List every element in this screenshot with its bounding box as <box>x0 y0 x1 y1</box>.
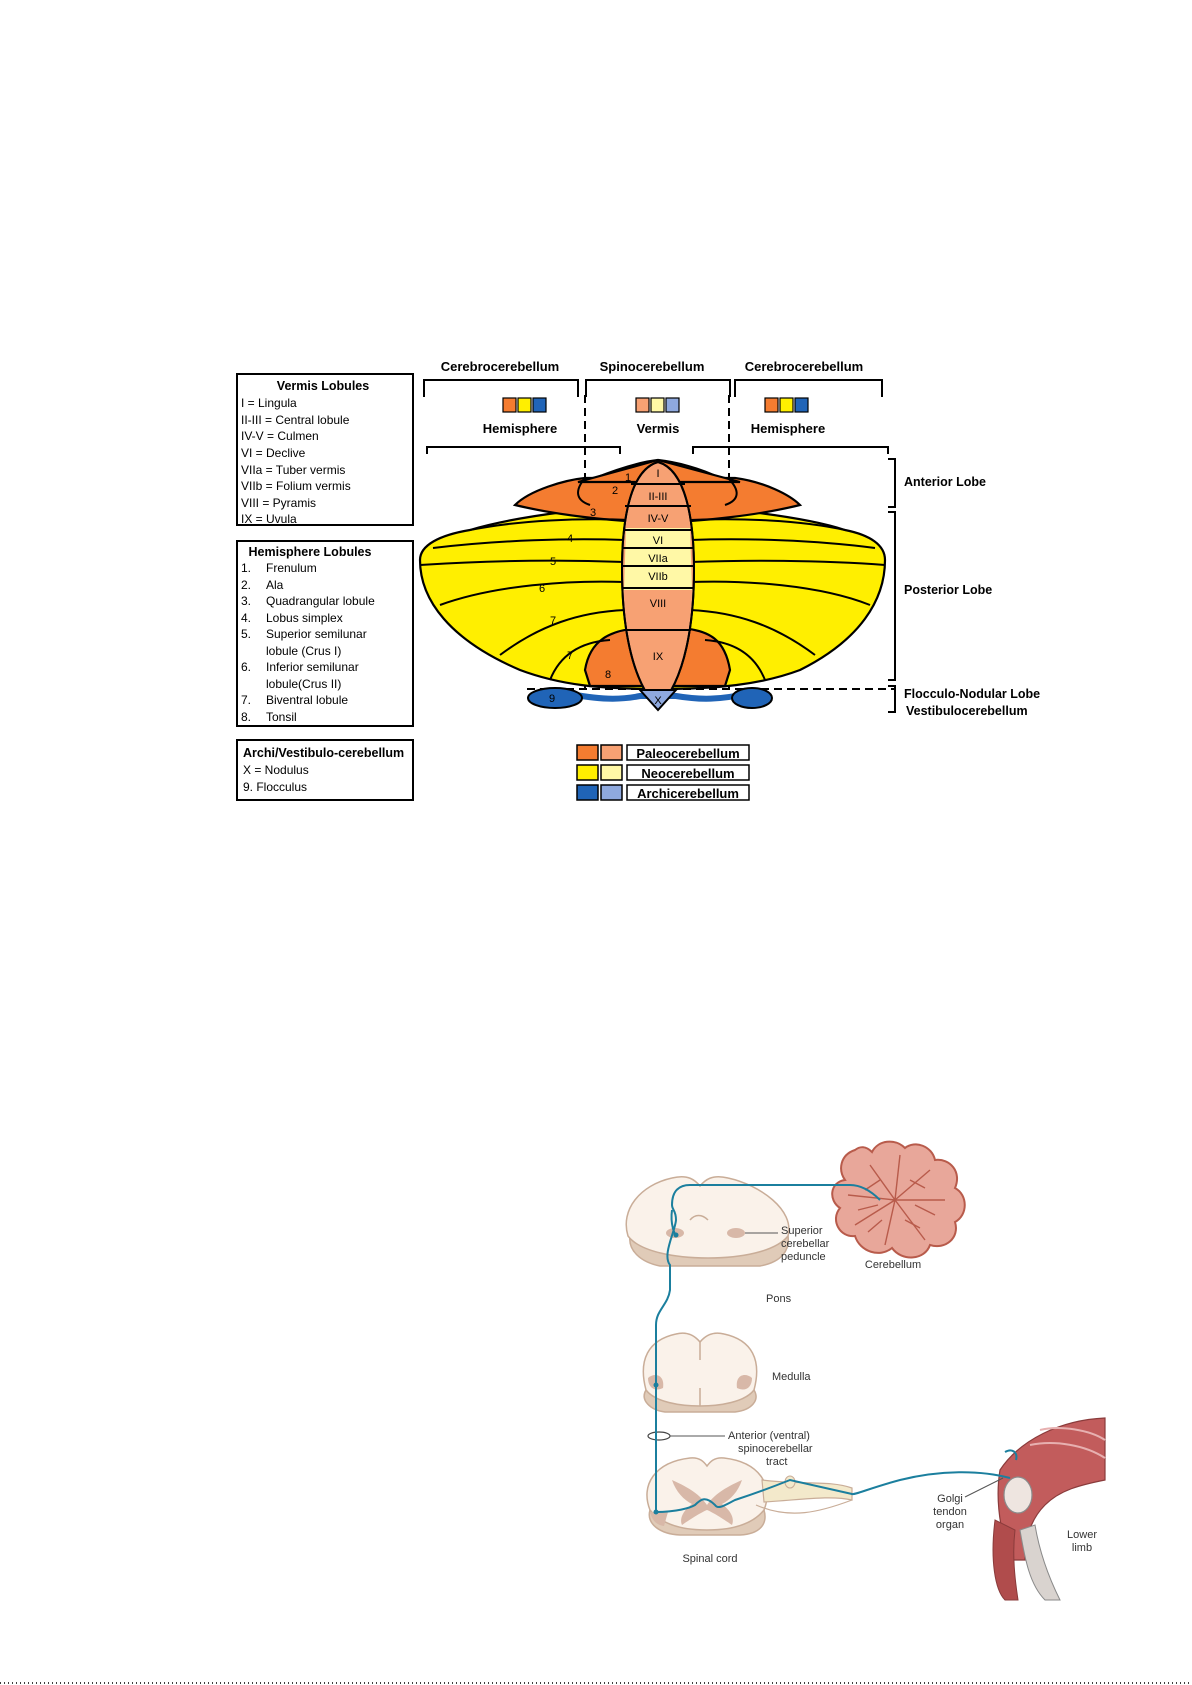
hemisphere-item-num: 5. <box>241 627 252 641</box>
hemisphere-item-text: Ala <box>266 578 284 592</box>
spinal-cord-shape <box>647 1458 852 1535</box>
label-tract-2: spinocerebellar <box>738 1443 813 1455</box>
cerebellum-lobule-diagram <box>237 359 1040 801</box>
vermis-box-item: II-III = Central lobule <box>241 413 350 427</box>
hemisphere-item-text: Lobus simplex <box>266 611 343 625</box>
hemisphere-item-text: Biventral lobule <box>266 693 349 707</box>
label-medulla: Medulla <box>772 1371 811 1383</box>
hemisphere-number-7a: 7 <box>549 615 557 627</box>
vermis-lobules-box <box>237 374 413 526</box>
hemisphere-item-text: Tonsil <box>266 710 297 724</box>
hemisphere-number-1: 1 <box>624 472 632 484</box>
archi-box-item: X = Nodulus <box>243 763 309 777</box>
label-pons: Pons <box>766 1293 792 1305</box>
vermis-box-item: VIIa = Tuber vermis <box>241 463 346 477</box>
vermis-box-title: Vermis Lobules <box>276 379 370 393</box>
flocculonodular-lobe <box>528 688 772 710</box>
division-label-spinocerebellum: Spinocerebellum <box>599 359 705 374</box>
label-golgi-2: tendon <box>933 1506 967 1518</box>
vermis-box-item: VI = Declive <box>241 446 306 460</box>
hemisphere-item-text: lobule(Crus II) <box>266 677 342 691</box>
legend-neocerebellum: Neocerebellum <box>641 766 735 781</box>
region-label-vermis: Vermis <box>636 421 680 436</box>
hemisphere-number-6: 6 <box>538 583 546 595</box>
hemisphere-number-9: 9 <box>548 693 556 705</box>
lobe-label-posterior: Posterior Lobe <box>904 583 993 597</box>
flocculus-right <box>732 688 772 708</box>
hemisphere-item-num: 8. <box>241 710 252 724</box>
lobe-brackets <box>888 459 895 712</box>
vermis-box-item: IV-V = Culmen <box>241 429 319 443</box>
label-lower-limb-1: Lower <box>1067 1529 1097 1541</box>
label-superior-peduncle-1: Superior <box>781 1225 823 1237</box>
vermis-label-3: IV-V <box>647 513 669 525</box>
hemisphere-item-num: 2. <box>241 578 252 592</box>
hemisphere-number-8: 8 <box>604 669 612 681</box>
hemisphere-item-text: Quadrangular lobule <box>266 594 375 608</box>
cerebellum-icon <box>832 1142 965 1258</box>
hemisphere-number-3: 3 <box>589 507 597 519</box>
label-lower-limb-2: limb <box>1071 1542 1093 1554</box>
label-superior-peduncle-2: cerebellar <box>781 1238 830 1250</box>
lower-limb-shape <box>993 1418 1105 1600</box>
hemisphere-item-text: lobule (Crus I) <box>266 644 342 658</box>
hemisphere-item-text: Inferior semilunar <box>266 660 359 674</box>
lobe-label-anterior: Anterior Lobe <box>904 475 986 489</box>
division-label-cerebrocerebellum-left: Cerebrocerebellum <box>440 359 560 374</box>
hemisphere-item-num: 6. <box>241 660 252 674</box>
hemisphere-item-text: Superior semilunar <box>266 627 367 641</box>
label-spinal-cord: Spinal cord <box>682 1553 738 1565</box>
hemisphere-lobules-box <box>237 541 413 726</box>
label-tract-1: Anterior (ventral) <box>728 1430 810 1442</box>
label-tract-3: tract <box>766 1456 788 1468</box>
lobe-label-flocculo-nodular: Flocculo-Nodular Lobe <box>904 687 1041 701</box>
hemisphere-number-5: 5 <box>549 556 557 568</box>
vermis-label-9: X <box>654 695 662 707</box>
lobe-label-vestibulocerebellum: Vestibulocerebellum <box>906 704 1028 718</box>
pons-shape <box>626 1177 789 1266</box>
spinocerebellar-tract-diagram <box>626 1142 1105 1600</box>
vermis-label-6: VIIb <box>648 571 668 583</box>
vermis-label-2: II-III <box>648 491 668 503</box>
hemisphere-item-num: 1. <box>241 561 252 575</box>
region-label-hemisphere-right: Hemisphere <box>750 421 826 436</box>
label-golgi-3: organ <box>935 1519 965 1531</box>
vermis-label-1: I <box>656 468 660 480</box>
vermis-label-8: IX <box>652 651 664 663</box>
hemisphere-item-num: 7. <box>241 693 252 707</box>
hemisphere-item-num: 3. <box>241 594 252 608</box>
vermis-box-item: VIII = Pyramis <box>241 496 317 510</box>
division-brackets <box>424 380 882 397</box>
vermis-box-item: IX = Uvula <box>241 512 297 526</box>
label-cerebellum: Cerebellum <box>864 1259 922 1271</box>
archi-vestibulo-box <box>237 740 413 800</box>
legend-archicerebellum: Archicerebellum <box>637 786 739 801</box>
region-brackets <box>427 447 888 454</box>
hemisphere-number-2: 2 <box>611 485 619 497</box>
legend <box>577 745 749 801</box>
hemisphere-box-title: Hemisphere Lobules <box>248 545 372 559</box>
label-golgi-1: Golgi <box>937 1493 963 1505</box>
vermis-label-7: VIII <box>649 598 667 610</box>
color-swatches <box>503 398 808 412</box>
archi-box-item: 9. Flocculus <box>243 780 308 794</box>
medulla-shape <box>643 1333 756 1412</box>
hemisphere-item-num: 4. <box>241 611 252 625</box>
vermis-box-item: I = Lingula <box>241 396 297 410</box>
division-label-cerebrocerebellum-right: Cerebrocerebellum <box>744 359 864 374</box>
hemisphere-number-4: 4 <box>566 533 574 545</box>
vermis-label-4: VI <box>652 535 664 547</box>
vermis-label-5: VIIa <box>648 553 668 565</box>
legend-paleocerebellum: Paleocerebellum <box>636 746 740 761</box>
hemisphere-number-7b: 7 <box>566 650 574 662</box>
vermis-box-item: VIIb = Folium vermis <box>241 479 351 493</box>
label-superior-peduncle-3: peduncle <box>781 1251 826 1263</box>
hemisphere-item-text: Frenulum <box>266 561 317 575</box>
archi-box-title: Archi/Vestibulo-cerebellum <box>243 746 405 760</box>
region-label-hemisphere-left: Hemisphere <box>482 421 558 436</box>
